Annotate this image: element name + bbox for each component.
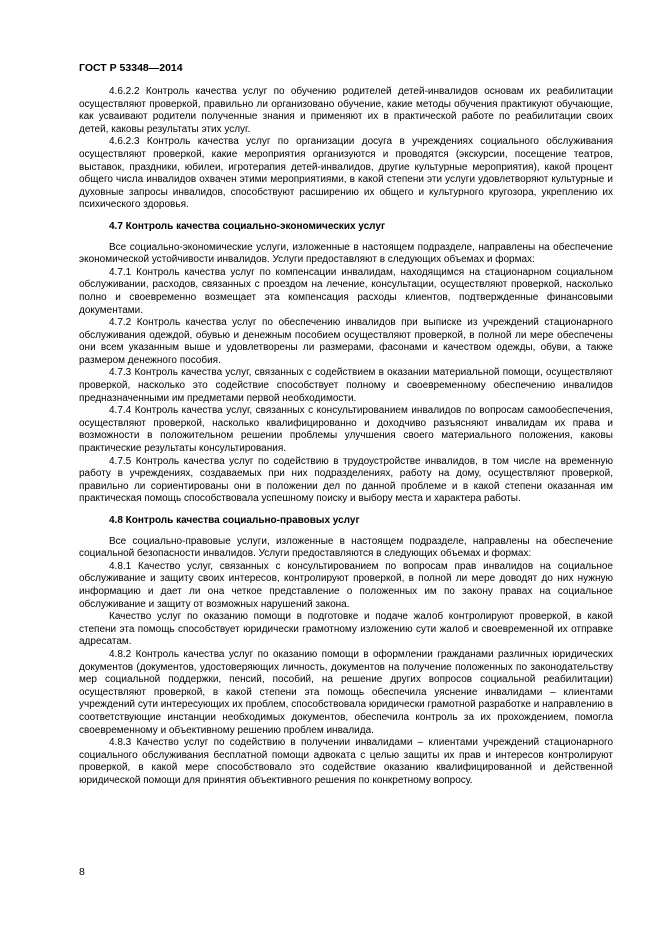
page-number: 8 — [79, 866, 85, 878]
paragraph-4-7-2: 4.7.2 Контроль качества услуг по обеспечению инвалидов при выписке из учреждений стационарного обслуживания одеждой, обувью и денежным пособием осуществляют проверкой, в полной ли мере обеспечены они всем указанным выше и удовлетворены ли размерами, фасонами и качеством одежды, обуви, а также размером денежного пособия. — [79, 317, 613, 366]
paragraph-4-7-1: 4.7.1 Контроль качества услуг по компенсации инвалидам, находящимся на стационарном социальном обслуживании, расходов, связанных с проездом на лечение, консультации, осуществляют проверкой, насколько полно и своевременно возмещает эта компенсация расходы клиентов, подтвержденные финансовыми документами. — [79, 266, 613, 316]
paragraph-4-8-1: 4.8.1 Качество услуг, связанных с консультированием по вопросам прав инвалидов на социальное обслуживание и защиту своих интересов, контролируют проверкой, в полной ли мере доводят до них нужную информацию и дает ли она четкое представление о положенных им по закону правах на социальное обслуживание и защиту от возможных нарушений закона. — [79, 560, 613, 610]
paragraph-4-7-intro: Все социально-экономические услуги, изложенные в настоящем подразделе, направлены на обеспечение экономической устойчивости инвалидов. Услуги предоставляют в следующих объемах и формах: — [79, 241, 613, 266]
paragraph-4-8-1-complaints: Качество услуг по оказанию помощи в подготовке и подаче жалоб контролируют проверкой, в какой степени эта помощь способствует юридически грамотному изложению сути жалоб и своевременной их отправке адресатам. — [79, 611, 613, 648]
paragraph-4-6-2-3: 4.6.2.3 Контроль качества услуг по организации досуга в учреждениях социального обслуживания осуществляют проверкой, какие мероприятия организуются и проводятся (экскурсии, посещение театров, выставок, праздники, юбилеи, игротерапия детей-инвалидов, другие культурные мероприятия), какой процент общего числа инвалидов охвачен этими мероприятиями, в какой степени эти услуги удовлетворяют культурные и духовные запросы инвалидов, способствуют расширению их общего и культурного кругозора, укреплению их психического здоровья. — [79, 136, 613, 211]
paragraph-4-8-3: 4.8.3 Качество услуг по содействию в получении инвалидами – клиентами учреждений стационарного социального обслуживания бесплатной помощи адвоката с целью защиты их прав и интересов контролируют проверкой, в какой мере способствовало это содействие оказанию квалифицированной и действенной юридической помощи для принятия объективного решения по конкретному вопросу. — [79, 737, 613, 786]
paragraph-4-8-2: 4.8.2 Контроль качества услуг по оказанию помощи в оформлении гражданами различных юридических документов (документов, удостоверяющих личность, документов на получение положенных по законодательству мер социальной поддержки, пенсий, пособий, на решение других вопросов социальной реабилитации) осуществляют проверкой, в какой степени эта помощь обеспечила уяснение инвалидами – клиентами учреждений сути интересующих их проблем, способствовала юридически грамотной разработке и направлению в соответствующие инстанции необходимых документов, обеспечила контроль за их прохождением, помогла своевременному и объективному решению проблем инвалида. — [79, 648, 613, 736]
paragraph-4-7-5: 4.7.5 Контроль качества услуг по содействию в трудоустройстве инвалидов, в том числе на временную работу в учреждениях, создаваемых при них подразделениях, работу на дому, осуществляют проверкой, правильно ли сориентированы они в положении дел по данной проблеме и в какой степени оказанная им практическая помощь способствовала успешному поиску и выбору места и характера работы. — [79, 455, 613, 505]
paragraph-4-6-2-2: 4.6.2.2 Контроль качества услуг по обучению родителей детей-инвалидов основам их реабилитации осуществляют проверкой, правильно ли организовано обучение, какие методы обучения практикуют обучающие, как усваивают родители полученные знания и применяют их в практической работе по реабилитации своих детей, каковы результаты этих услуг. — [79, 86, 613, 135]
paragraph-4-8-intro: Все социально-правовые услуги, изложенные в настоящем подразделе, направлены на обеспечение социальной безопасности инвалидов. Услуги предоставляются в следующих объемах и формах: — [79, 535, 613, 560]
paragraph-4-7-4: 4.7.4 Контроль качества услуг, связанных с консультированием инвалидов по вопросам самообеспечения, осуществляют проверкой, насколько квалифицированно и доходчиво разъясняют инвалидам их права и возможности в положительном решении проблемы улучшения своего материального положения, каковы практические результаты консультирования. — [79, 405, 613, 455]
document-body — [79, 86, 613, 787]
document-header: ГОСТ Р 53348—2014 — [79, 62, 183, 74]
section-heading-4-7: 4.7 Контроль качества социально-экономических услуг — [109, 220, 386, 232]
paragraph-4-7-3: 4.7.3 Контроль качества услуг, связанных с содействием в оказании материальной помощи, осуществляют проверкой, насколько это содействие способствует полному и своевременному обеспечению инвалидов предназначенными им предметами первой необходимости. — [79, 367, 613, 404]
section-heading-4-8: 4.8 Контроль качества социально-правовых услуг — [109, 515, 360, 526]
